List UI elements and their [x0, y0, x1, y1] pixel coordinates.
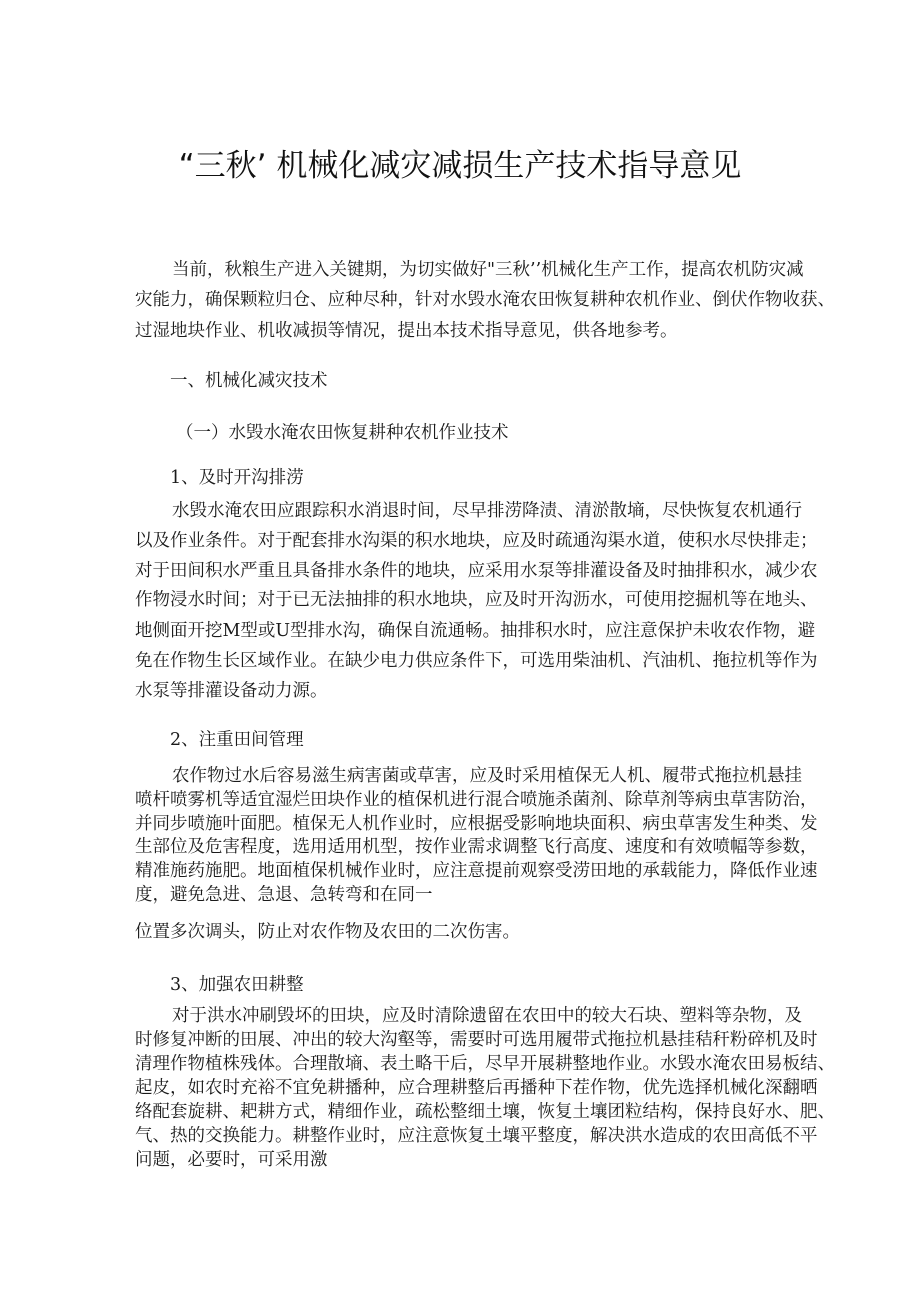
paragraph-line: 喷杆喷雾机等适宜湿烂田块作业的植保机进行混合喷施杀菌剂、除草剂等病虫草害防治， — [135, 790, 818, 810]
subsection-heading: （一）水毁水淹农田恢复耕种农机作业技术 — [176, 423, 509, 443]
paragraph-line: 以及作业条件。对于配套排水沟渠的积水地块，应及时疏通沟渠水道，使积水尽快排走； — [135, 531, 818, 551]
paragraph-line: 时修复冲断的田展、冲出的较大沟壑等，需要时可选用履带式拖拉机悬挂秸秆粉碎机及时 — [135, 1030, 818, 1050]
paragraph-line: 对于洪水冲刷毁坏的田块，应及时清除遗留在农田中的较大石块、塑料等杂物，及 — [172, 1006, 802, 1026]
paragraph-line: 位置多次调头，防止对农作物及农田的二次伤害。 — [135, 922, 520, 942]
paragraph-line: 免在作物生长区域作业。在缺少电力供应条件下，可选用柴油机、汽油机、拖拉机等作为 — [135, 651, 818, 671]
section-heading: 一、机械化减灾技术 — [170, 371, 328, 391]
item-heading: 1、及时开沟排涝 — [170, 468, 304, 488]
paragraph-line: 络配套旋耕、耙耕方式，精细作业，疏松整细土壤，恢复土壤团粒结构，保持良好水、肥、 — [135, 1102, 835, 1122]
intro-line: 过湿地块作业、机收减损等情况，提出本技术指导意见，供各地参考。 — [135, 321, 678, 341]
paragraph-line: 作物浸水时间；对于已无法抽排的积水地块，应及时开沟沥水，可使用挖掘机等在地头、 — [135, 590, 818, 610]
paragraph-line: 水泵等排灌设备动力源。 — [135, 681, 328, 701]
intro-line: 当前，秋粮生产进入关键期，为切实做好"三秋’’机械化生产工作，提高农机防灾减 — [172, 260, 804, 280]
item-heading: 3、加强农田耕整 — [170, 975, 304, 995]
paragraph-line: 度，避免急进、急退、急转弯和在同一 — [135, 885, 433, 905]
paragraph-line: 并同步喷施叶面肥。植保无人机作业时，应根据受影响地块面积、病虫草害发生种类、发 — [135, 814, 818, 834]
paragraph-line: 农作物过水后容易滋生病害菌或草害，应及时采用植保无人机、履带式拖拉机悬挂 — [172, 766, 802, 786]
paragraph-line: 起皮，如农时充裕不宜免耕播种，应合理耕整后再播种下茬作物，优先选择机械化深翻晒 — [135, 1078, 818, 1098]
paragraph-line: 对于田间积水严重且具备排水条件的地块，应采用水泵等排灌设备及时抽排积水，减少农 — [135, 561, 818, 581]
paragraph-line: 气、热的交换能力。耕整作业时，应注意恢复土壤平整度，解决洪水造成的农田高低不平 — [135, 1126, 818, 1146]
paragraph-line: 地侧面开挖M型或U型排水沟，确保自流通畅。抽排积水时，应注意保护未收农作物，避 — [135, 621, 816, 641]
document-title: “三秋’ 机械化减灾减损生产技术指导意见 — [178, 148, 742, 184]
paragraph-line: 生部位及危害程度，选用适用机型，按作业需求调整飞行高度、速度和有效喷幅等参数， — [135, 837, 818, 857]
paragraph-line: 水毁水淹农田应跟踪积水消退时间，尽早排涝降渍、清淤散墒，尽快恢复农机通行 — [172, 501, 802, 521]
paragraph-line: 问题，必要时，可采用激 — [135, 1150, 328, 1170]
intro-line: 灾能力，确保颗粒归仓、应种尽种，针对水毁水淹农田恢复耕种农机作业、倒伏作物收获、 — [135, 290, 835, 310]
paragraph-line: 精准施药施肥。地面植保机械作业时，应注意提前观察受涝田地的承载能力，降低作业速 — [135, 861, 818, 881]
item-heading: 2、注重田间管理 — [170, 730, 304, 750]
paragraph-line: 清理作物植株残体。合理散墒、表土略干后，尽早开展耕整地作业。水毁水淹农田易板结、 — [135, 1054, 835, 1074]
